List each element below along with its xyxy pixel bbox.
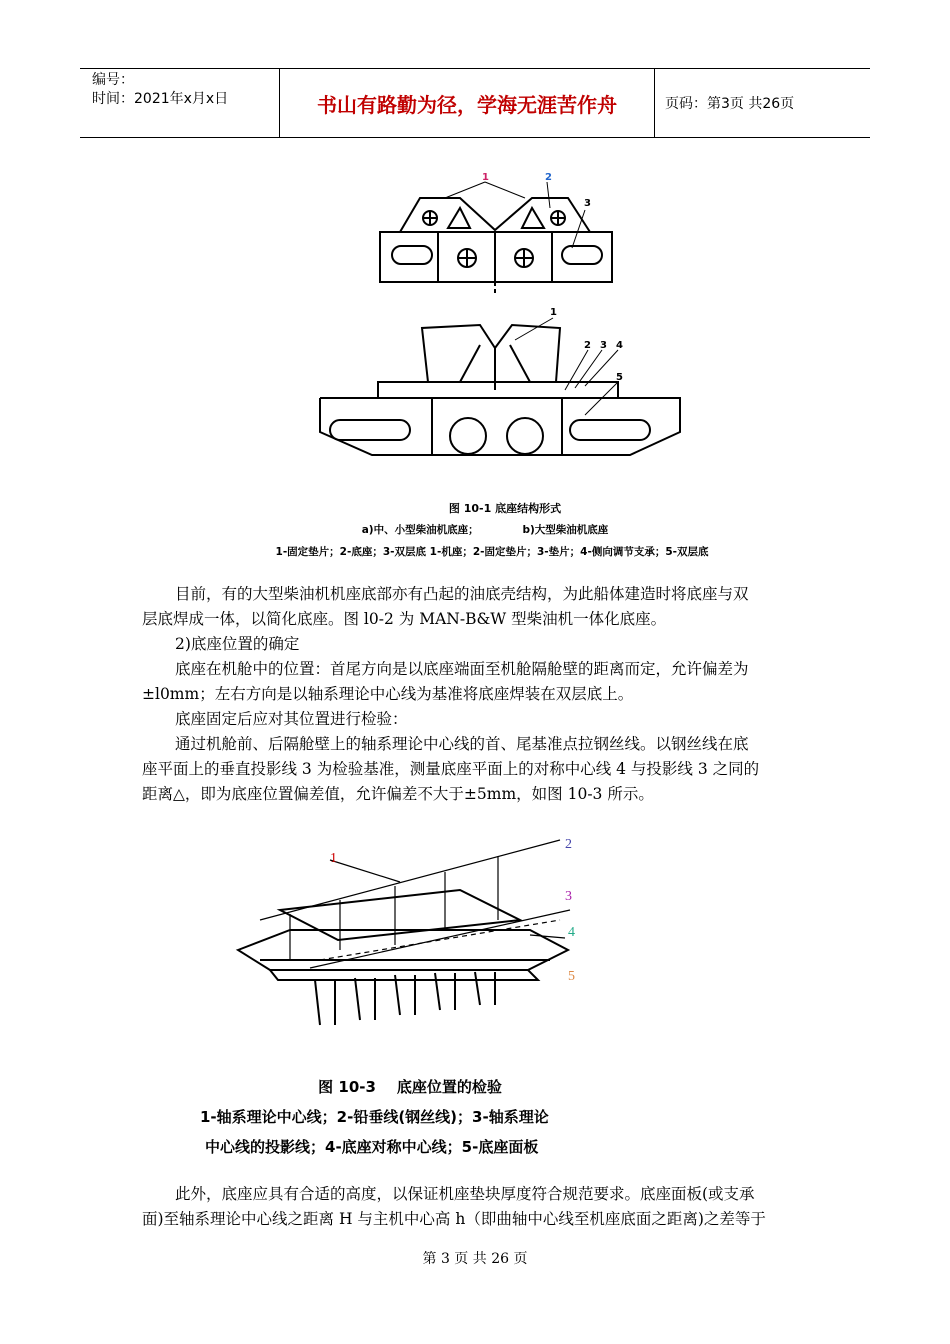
paragraph-1-line-2: 层底焊成一体，以简化底座。图 l0-2 为 MAN-B&W 型柴油机一体化底座。 [142, 610, 667, 628]
date-label: 时间：2021年x月x日 [92, 91, 229, 107]
fig3-callout-4: 4 [568, 925, 575, 940]
paragraph-6 [142, 1182, 810, 1232]
paragraph-3-line-2: ±l0mm；左右方向是以轴系理论中心线为基准将底座焊装在双层底上。 [142, 685, 634, 703]
paragraph-3-line-1: 底座在机舱中的位置：首尾方向是以底座端面至机舱隔舱壁的距离而定，允许偏差为 [175, 660, 749, 678]
fig1b-callout-4: 4 [616, 340, 623, 351]
fig1a-callout-3: 3 [584, 198, 591, 209]
fig1b-callout-3: 3 [600, 340, 607, 351]
paragraph-1 [142, 582, 810, 632]
figure-10-1-drawing [300, 160, 700, 480]
paragraph-5-line-3: 距离△，即为底座位置偏差值，允许偏差不大于±5mm，如图 10-3 所示。 [142, 785, 654, 803]
fig1a-callout-1: 1 [482, 172, 489, 183]
fig3-callout-2: 2 [565, 837, 572, 852]
page-footer: 第 3 页 共 26 页 [422, 1251, 528, 1267]
fig1b-callout-1: 1 [550, 307, 557, 318]
fig1a-callout-2: 2 [545, 172, 552, 183]
paragraph-6-line-2: 面)至轴系理论中心线之距离 H 与主机中心高 h（即曲轴中心线至机座底面之距离)之差等于 [142, 1210, 766, 1228]
figure-10-3-legend-2: 中心线的投影线；4-底座对称中心线；5-底座面板 [205, 1138, 539, 1156]
fig1b-callout-2: 2 [584, 340, 591, 351]
figure-10-3-title: 图 10-3 底座位置的检验 [318, 1078, 502, 1096]
paragraph-1-line-1: 目前，有的大型柴油机机座底部亦有凸起的油底壳结构，为此船体建造时将底座与双 [175, 585, 749, 603]
paragraph-3 [142, 657, 810, 707]
figure-10-3-drawing [220, 820, 600, 1040]
header-meta [80, 69, 280, 137]
page-header [80, 68, 870, 138]
paragraph-2-line-1: 2)底座位置的确定 [175, 635, 300, 653]
paragraph-5-line-1: 通过机舱前、后隔舱壁上的轴系理论中心线的首、尾基准点拉钢丝线。以钢丝线在底 [175, 735, 749, 753]
figure-10-1-legend: 1-固定垫片；2-底座；3-双层底 1-机座；2-固定垫片；3-垫片；4-侧向调节支承；5-双层底 [275, 546, 709, 558]
paragraph-5-line-2: 座平面上的垂直投影线 3 为检验基准，测量底座平面上的对称中心线 4 与投影线 3 之同的 [142, 760, 760, 778]
fig3-callout-1: 1 [330, 851, 337, 866]
fig3-callout-3: 3 [565, 889, 572, 904]
paragraph-4 [142, 707, 810, 732]
paragraph-2 [142, 632, 810, 657]
figure-10-1-subtitle: a)中、小型柴油机底座； b)大型柴油机底座 [361, 524, 609, 536]
header-page-info: 页码：第3页 共26页 [665, 96, 795, 112]
figure-10-1-title: 图 10-1 底座结构形式 [448, 502, 562, 515]
paragraph-4-line-1: 底座固定后应对其位置进行检验： [175, 710, 408, 728]
fig1b-callout-5: 5 [616, 372, 623, 383]
figure-10-3-legend-1: 1-轴系理论中心线；2-铅垂线(钢丝线)；3-轴系理论 [200, 1108, 549, 1126]
paragraph-6-line-1: 此外，底座应具有合适的高度，以保证机座垫块厚度符合规范要求。底座面板(或支承 [175, 1185, 755, 1203]
header-motto: 书山有路勤为径，学海无涯苦作舟 [280, 69, 655, 137]
fig3-callout-5: 5 [568, 969, 575, 984]
number-label: 编号： [92, 72, 134, 88]
paragraph-5 [142, 732, 810, 807]
